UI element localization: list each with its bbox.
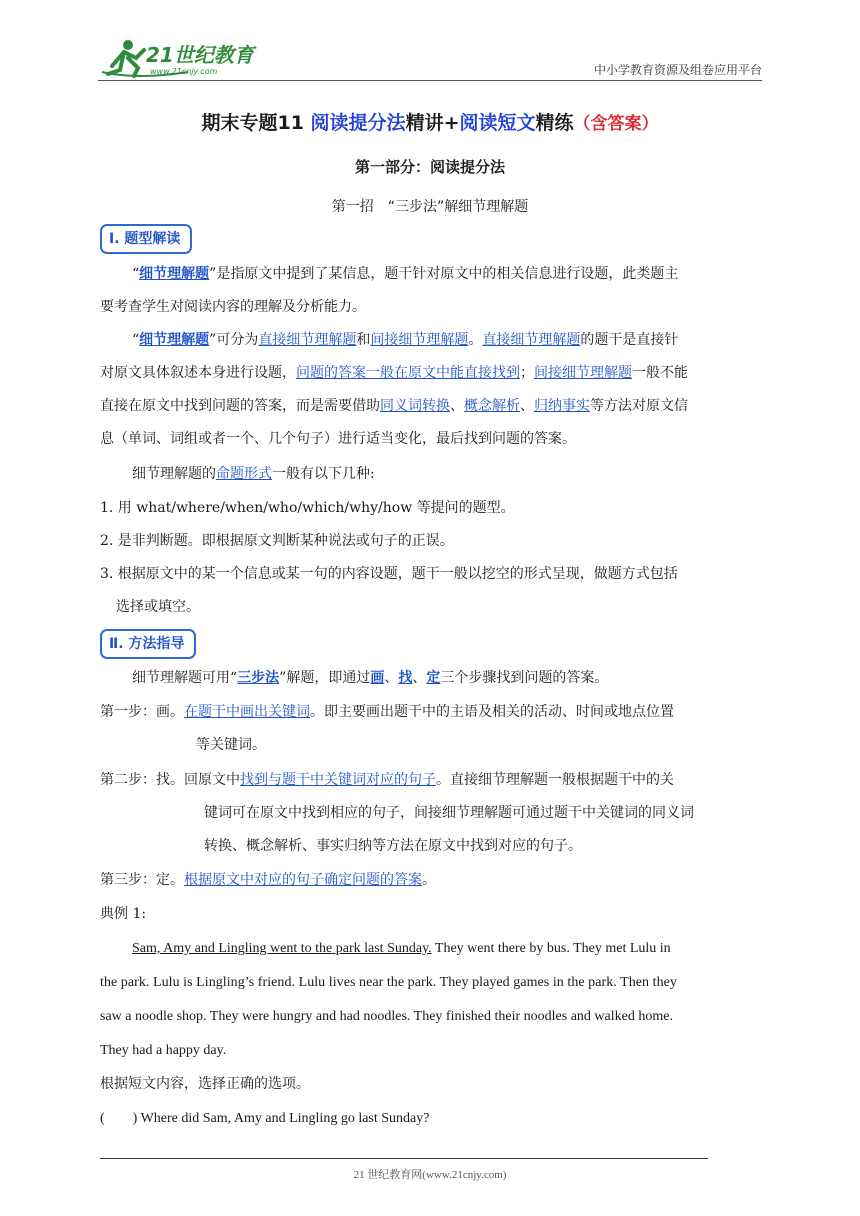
text: 第一步：画。 bbox=[100, 704, 184, 720]
footer-divider bbox=[100, 1158, 708, 1159]
text: 和 bbox=[356, 332, 371, 348]
list-item: 1. 用 what/where/when/who/which/why/how 等提问的题型。 bbox=[100, 500, 515, 516]
text: “ bbox=[132, 332, 140, 348]
keyword: 画 bbox=[370, 670, 385, 686]
text: 。直接细节理解题一般根据题干中的关 bbox=[436, 772, 674, 788]
keyword: 间接细节理解题 bbox=[534, 365, 632, 381]
example-question bbox=[100, 1102, 764, 1135]
text: 、 bbox=[384, 670, 399, 686]
text: 、 bbox=[412, 670, 427, 686]
list-item: 选择或填空。 bbox=[116, 599, 200, 615]
title-part: （含答案） bbox=[573, 114, 659, 134]
title-part: 精讲+ bbox=[405, 112, 460, 134]
paragraph-forms bbox=[100, 458, 764, 491]
header-divider bbox=[98, 80, 762, 81]
keyword: 直接细节理解题 bbox=[258, 332, 357, 348]
keyword: 问题的答案一般在原文中能直接找到 bbox=[296, 365, 520, 381]
text: ”是指原文中提到了某信息，题干针对原文中的相关信息进行设题，此类题主 bbox=[209, 266, 679, 282]
text: 、 bbox=[520, 398, 534, 414]
title-part: 阅读提分法 bbox=[310, 112, 406, 134]
text: 典例 1: bbox=[100, 906, 147, 922]
keyword: 间接细节理解题 bbox=[370, 332, 469, 348]
step-three bbox=[100, 864, 764, 897]
text: They had a happy day. bbox=[100, 1043, 227, 1058]
text: 根据短文内容，选择正确的选项。 bbox=[100, 1076, 310, 1092]
text: 键词可在原文中找到相应的句子，间接细节理解题可通过题干中关键词的同义词 bbox=[204, 805, 694, 821]
text: 等方法对原文信 bbox=[590, 398, 688, 414]
text: 转换、概念解析、事实归纳等方法在原文中找到对应的句子。 bbox=[204, 838, 582, 854]
paragraph-classification bbox=[100, 324, 764, 456]
keyword: 定 bbox=[426, 670, 441, 686]
example-label bbox=[100, 898, 764, 931]
move-heading: 第一招 “三步法”解细节理解题 bbox=[331, 199, 529, 215]
text: 等关键词。 bbox=[196, 737, 266, 753]
keyword: 找 bbox=[398, 670, 413, 686]
text: saw a noodle shop. They were hungry and had noodles. They finished their noodles and walked home. bbox=[100, 1009, 673, 1024]
keyword: 细节理解题 bbox=[139, 266, 210, 282]
example-instruction bbox=[100, 1068, 764, 1101]
paragraph-definition bbox=[100, 258, 764, 324]
step-one bbox=[100, 696, 764, 762]
text: the park. Lulu is Lingling’s friend. Lulu lives near the park. They played games in the park. Then they bbox=[100, 975, 677, 990]
text: 细节理解题的 bbox=[132, 466, 216, 482]
forms-list bbox=[100, 492, 764, 624]
footer-text: 21 世纪教育网(www.21cnjy.com) bbox=[353, 1169, 507, 1181]
title-part: 阅读短文 bbox=[459, 112, 536, 134]
text: 第三步：定。 bbox=[100, 872, 184, 888]
text: ”解题，即通过 bbox=[279, 670, 371, 686]
keyword: 归纳事实 bbox=[534, 398, 590, 414]
text: 。即主要画出题干中的主语及相关的活动、时间或地点位置 bbox=[310, 704, 674, 720]
paragraph-method-intro bbox=[100, 662, 764, 695]
keyword: 找到与题干中关键词对应的句子 bbox=[240, 772, 436, 788]
text: 一般不能 bbox=[632, 365, 688, 381]
text: 息（单词、词组或者一个、几个句子）进行适当变化，最后找到问题的答案。 bbox=[100, 431, 576, 447]
text: 直接在原文中找到问题的答案，而是需要借助 bbox=[100, 398, 380, 414]
list-item: 3. 根据原文中的某一个信息或某一句的内容设题，题干一般以挖空的形式呈现，做题方式包括 bbox=[100, 566, 678, 582]
text: 、 bbox=[450, 398, 464, 414]
text: 。 bbox=[422, 872, 436, 888]
step-two bbox=[100, 764, 764, 863]
text: 细节理解题可用“ bbox=[132, 670, 238, 686]
text: 三个步骤找到问题的答案。 bbox=[440, 670, 609, 686]
title-part: 期末专题11 bbox=[201, 112, 311, 134]
title-part: 精练 bbox=[535, 112, 574, 134]
runner-logo-icon bbox=[98, 36, 268, 80]
text: “ bbox=[132, 266, 140, 282]
keyword: 根据原文中对应的句子确定问题的答案 bbox=[184, 872, 422, 888]
part-heading: 第一部分：阅读提分法 bbox=[354, 158, 505, 176]
keyword: 在题干中画出关键词 bbox=[184, 704, 310, 720]
keyword: 概念解析 bbox=[464, 398, 520, 414]
section-label-method: Ⅱ. 方法指导 bbox=[100, 629, 196, 659]
text: 第二步：找。回原文中 bbox=[100, 772, 240, 788]
keyword: 直接细节理解题 bbox=[482, 332, 581, 348]
keyword: 三步法 bbox=[237, 670, 280, 686]
logo-text: 21世纪教育 bbox=[146, 43, 254, 67]
text: ( ) Where did Sam, Amy and Lingling go last Sunday? bbox=[100, 1111, 430, 1126]
text: They went there by bus. They met Lulu in bbox=[431, 941, 671, 956]
text: 要考查学生对阅读内容的理解及分析能力。 bbox=[100, 299, 366, 315]
logo-url: www.21cnjy.com bbox=[150, 67, 218, 76]
example-passage bbox=[100, 932, 764, 1068]
header-slogan: 中小学教育资源及组卷应用平台 bbox=[593, 63, 762, 77]
text: ； bbox=[520, 365, 534, 381]
text: 对原文具体叙述本身进行设题， bbox=[100, 365, 296, 381]
underlined-sentence: Sam, Amy and Lingling went to the park last Sunday. bbox=[132, 941, 432, 956]
section-label-question-type: Ⅰ. 题型解读 bbox=[100, 224, 192, 254]
site-logo bbox=[98, 36, 268, 80]
keyword: 细节理解题 bbox=[139, 332, 210, 348]
list-item: 2. 是非判断题。即根据原文判断某种说法或句子的正误。 bbox=[100, 533, 454, 549]
text: 的题干是直接针 bbox=[580, 332, 679, 348]
keyword: 同义词转换 bbox=[380, 398, 450, 414]
text: ”可分为 bbox=[209, 332, 259, 348]
page-title bbox=[0, 108, 860, 135]
keyword: 命题形式 bbox=[216, 466, 272, 482]
text: 一般有以下几种: bbox=[272, 466, 375, 482]
text: 。 bbox=[468, 332, 483, 348]
